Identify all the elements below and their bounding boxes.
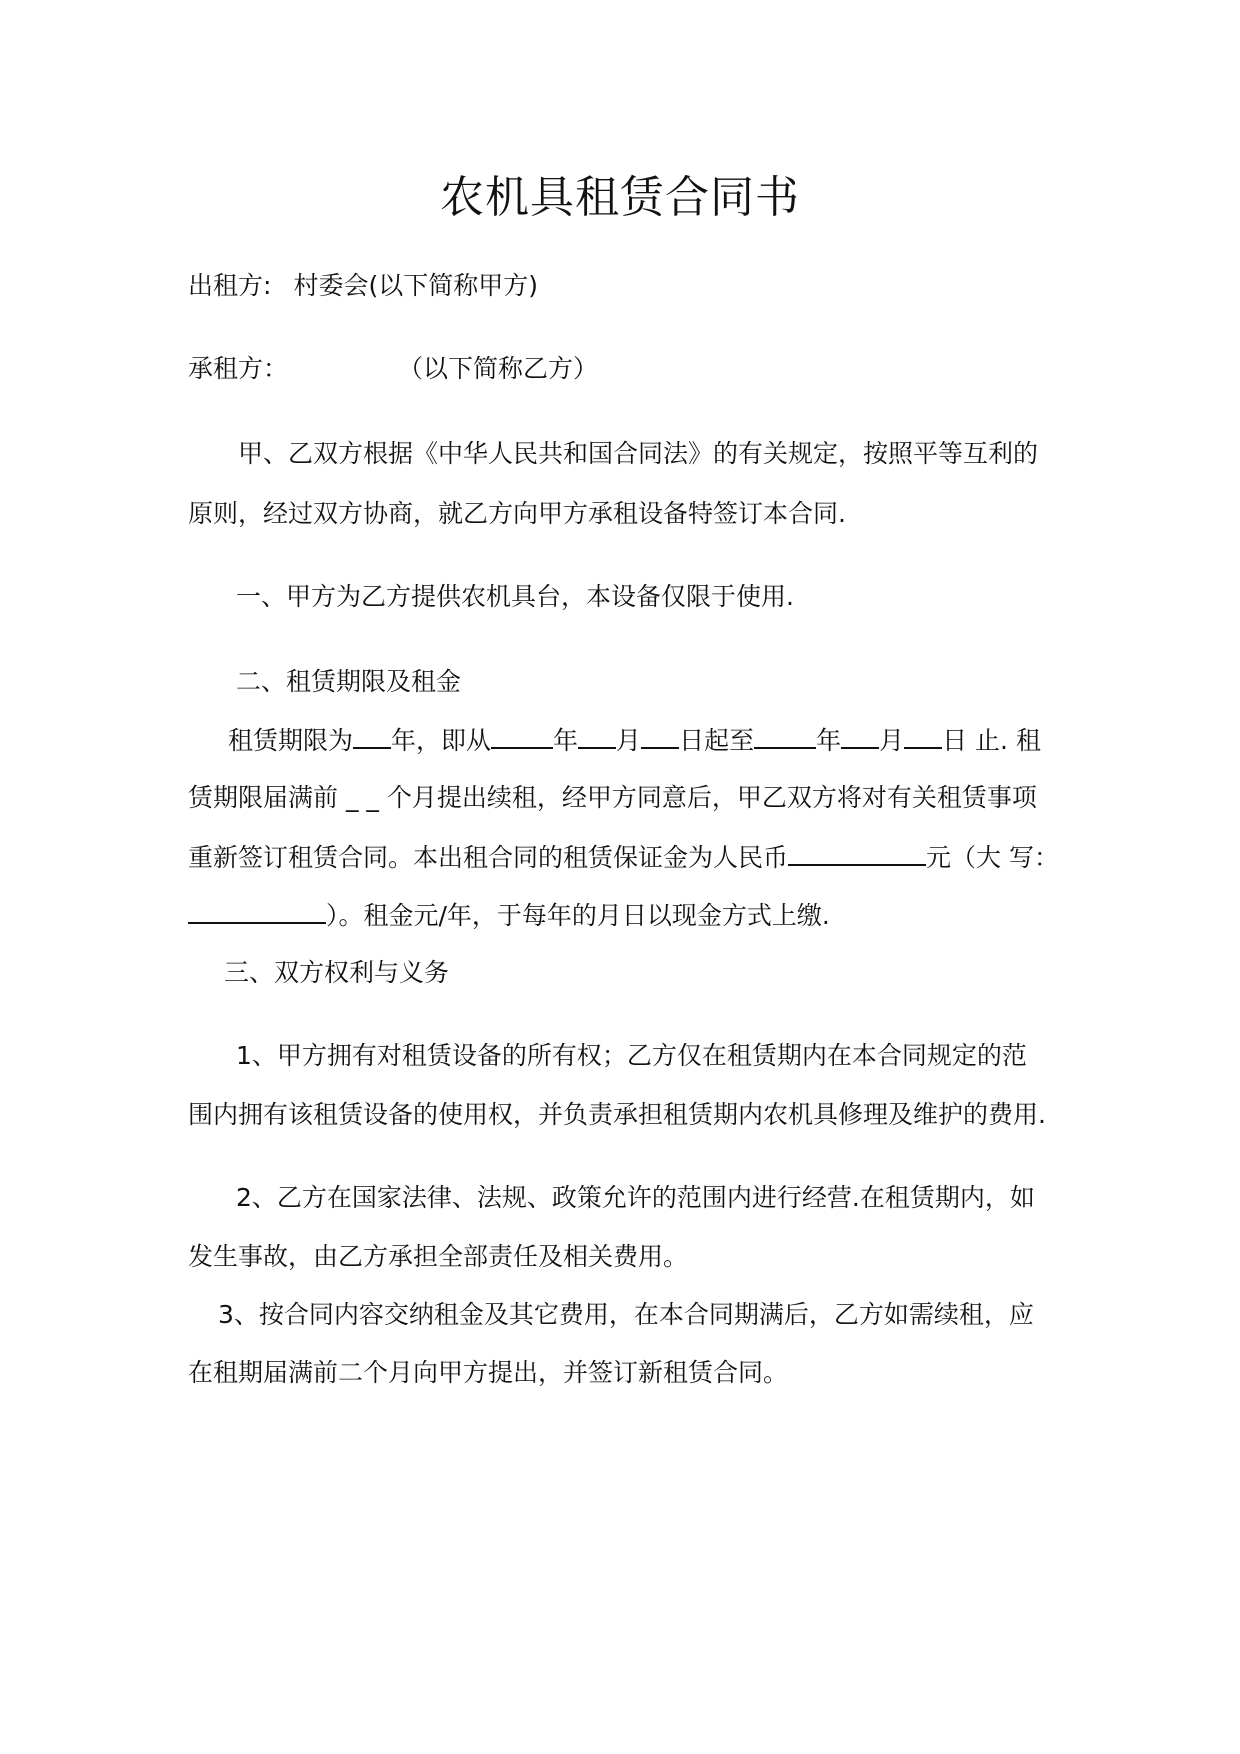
lessor-value: 村委会(以下简称甲方)	[293, 271, 538, 300]
item-1-line-1: 1、甲方拥有对租赁设备的所有权；乙方仅在租赁期内在本合同规定的范	[236, 1041, 1027, 1070]
document-title: 农机具租赁合同书	[440, 172, 800, 223]
preamble-line-1: 甲、乙双方根据《中华人民共和国合同法》的有关规定，按照平等互利的	[238, 439, 1039, 468]
blank-end-year	[754, 721, 816, 749]
lease-term-label: 租赁期限为	[228, 726, 354, 755]
blank-deposit-capital	[188, 896, 326, 924]
month-text: 月	[616, 726, 642, 755]
lessor-label: 出租方:	[188, 271, 272, 300]
clause-2-line-3	[188, 838, 1059, 876]
lessee-value: （以下简称乙方）	[398, 354, 599, 383]
item-1-line-2: 围内拥有该租赁设备的使用权，并负责承担租赁期内农机具修理及维护的费用.	[188, 1100, 1046, 1129]
clause-2-title: 二、租赁期限及租金	[236, 667, 462, 696]
until-text: 日起至	[679, 726, 755, 755]
end-month-text: 月	[879, 726, 905, 755]
clause-1: 一、甲方为乙方提供农机具台，本设备仅限于使用.	[236, 582, 794, 611]
blank-end-day	[904, 721, 942, 749]
item-2-line-1: 2、乙方在国家法律、法规、政策允许的范围内进行经营.在租赁期内，如	[236, 1183, 1035, 1212]
lessee-line	[188, 351, 598, 387]
capital-text: 元（大 写：	[926, 843, 1059, 872]
preamble-line-2: 原则，经过双方协商，就乙方向甲方承租设备特签订本合同.	[188, 499, 846, 528]
end-year-text: 年	[816, 726, 842, 755]
lessor-line	[188, 268, 538, 304]
blank-end-month	[841, 721, 879, 749]
clause-3-title: 三、双方权利与义务	[224, 958, 450, 987]
clause-2-line-2: 赁期限届满前 _ _ 个月提出续租，经甲方同意后，甲乙双方将对有关租赁事项	[188, 783, 1037, 812]
from-text: 年，即从	[391, 726, 492, 755]
blank-start-year	[491, 721, 553, 749]
item-3-line-1: 3、按合同内容交纳租金及其它费用，在本合同期满后，乙方如需续租，应	[218, 1300, 1034, 1329]
blank-years	[353, 721, 391, 749]
blank-start-month	[578, 721, 616, 749]
rent-text: ）。租金元/年，于每年的月日以现金方式上缴.	[326, 901, 830, 930]
blank-start-day	[641, 721, 679, 749]
end-day-text: 日 止. 租	[942, 726, 1041, 755]
year-text: 年	[553, 726, 579, 755]
item-2-line-2: 发生事故，由乙方承担全部责任及相关费用。	[188, 1242, 689, 1271]
lessee-label: 承租方：	[188, 354, 289, 383]
blank-deposit-amount	[788, 838, 926, 866]
deposit-text: 重新签订租赁合同。本出租合同的租赁保证金为人民币	[188, 843, 789, 872]
clause-2-line-4	[188, 896, 830, 934]
clause-2-line-1	[228, 721, 1041, 759]
item-3-line-2: 在租期届满前二个月向甲方提出，并签订新租赁合同。	[188, 1358, 789, 1387]
